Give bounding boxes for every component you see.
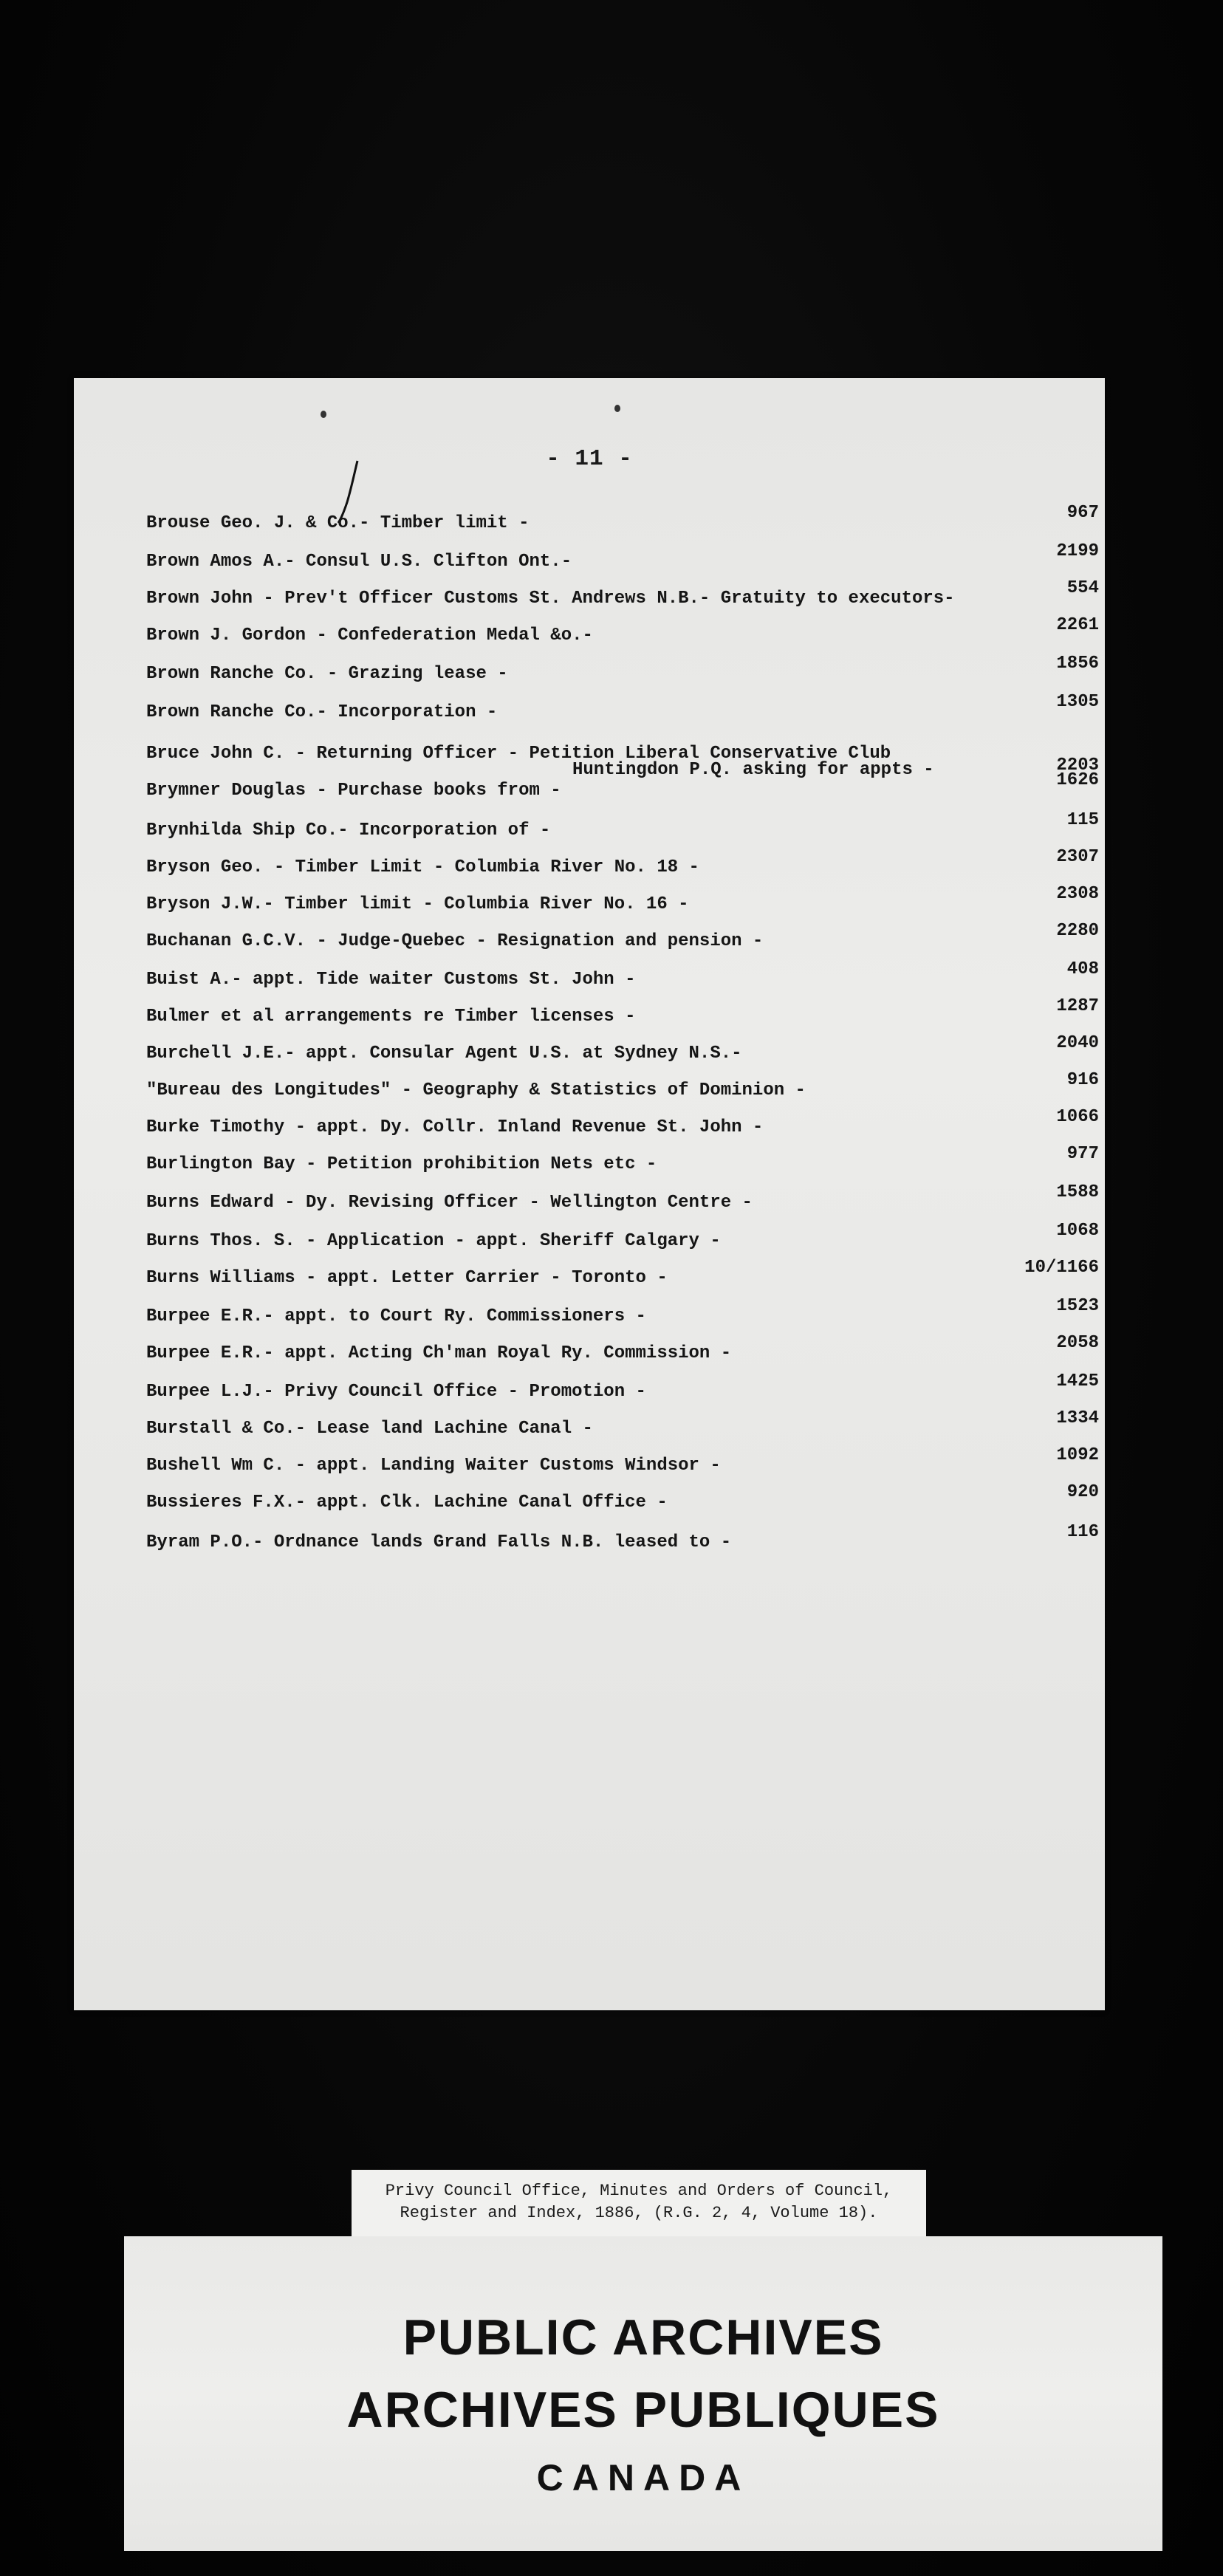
index-entry xyxy=(146,1523,1099,1560)
index-entry xyxy=(146,1334,1099,1371)
index-entry xyxy=(146,1446,1099,1483)
index-entry xyxy=(146,960,1099,997)
entry-page-reference: 2307 xyxy=(1056,847,1099,867)
entry-text: Bushell Wm C. - appt. Landing Waiter Customs Windsor - xyxy=(146,1456,721,1476)
entry-text: Burlington Bay - Petition prohibition Nets etc - xyxy=(146,1154,657,1174)
entry-page-reference: 10/1166 xyxy=(1024,1258,1099,1278)
index-entry xyxy=(146,1071,1099,1108)
entry-text: Brown J. Gordon - Confederation Medal &o.- xyxy=(146,626,593,645)
source-caption xyxy=(352,2170,926,2238)
entry-page-reference: 408 xyxy=(1066,959,1099,979)
entry-page-reference: 115 xyxy=(1066,810,1099,830)
entry-page-reference: 1626 xyxy=(1056,770,1099,790)
entry-text: Bryson Geo. - Timber Limit - Columbia River No. 18 - xyxy=(146,857,699,877)
entry-page-reference: 1068 xyxy=(1056,1221,1099,1241)
entry-text: Brown Amos A.- Consul U.S. Clifton Ont.- xyxy=(146,552,572,572)
index-page xyxy=(74,378,1105,2010)
entry-text: Buchanan G.C.V. - Judge-Quebec - Resignation and pension - xyxy=(146,931,764,951)
index-entry xyxy=(146,811,1099,848)
entry-text: "Bureau des Longitudes" - Geography & Statistics of Dominion - xyxy=(146,1080,806,1100)
entry-text: Brymner Douglas - Purchase books from - xyxy=(146,781,561,801)
entry-text: Bruce John C. - Returning Officer - Petition Liberal Conservative Club xyxy=(146,744,891,764)
index-entry xyxy=(146,1145,1099,1182)
index-entry xyxy=(146,1183,1099,1220)
entry-text: Brown Ranche Co.- Incorporation - xyxy=(146,702,498,722)
entry-page-reference: 2280 xyxy=(1056,921,1099,941)
index-entry xyxy=(146,542,1099,579)
film-speck xyxy=(614,405,620,412)
entry-page-reference: 977 xyxy=(1066,1144,1099,1164)
entry-page-reference: 916 xyxy=(1066,1070,1099,1090)
film-speck xyxy=(321,411,326,418)
entry-page-reference: 920 xyxy=(1066,1482,1099,1502)
index-entry xyxy=(146,504,1099,541)
entry-page-reference: 554 xyxy=(1066,578,1099,598)
index-entry xyxy=(146,848,1099,885)
entry-page-reference: 2199 xyxy=(1056,541,1099,561)
index-entry xyxy=(146,1372,1099,1409)
entry-page-reference: 2203 xyxy=(1056,756,1099,775)
entry-page-reference: 1092 xyxy=(1056,1445,1099,1465)
index-entry xyxy=(146,1297,1099,1334)
index-entry xyxy=(146,1483,1099,1520)
archives-stamp-card xyxy=(124,2236,1162,2551)
entry-text: Burpee E.R.- appt. Acting Ch'man Royal Ry. Commission - xyxy=(146,1343,732,1363)
page-number: - 11 - xyxy=(546,446,633,472)
entry-text: Brouse Geo. J. & Co.- Timber limit - xyxy=(146,513,530,533)
entry-text: Burns Edward - Dy. Revising Officer - Wellington Centre - xyxy=(146,1193,753,1213)
entry-text: Burke Timothy - appt. Dy. Collr. Inland Revenue St. John - xyxy=(146,1117,764,1137)
entry-page-reference: 2261 xyxy=(1056,615,1099,635)
entry-text: Brown Ranche Co. - Grazing lease - xyxy=(146,664,508,684)
index-entry xyxy=(146,1034,1099,1071)
archives-title-en: PUBLIC ARCHIVES xyxy=(402,2309,884,2366)
caption-line-1: Privy Council Office, Minutes and Orders of Council, xyxy=(385,2182,893,2200)
entry-page-reference: 1523 xyxy=(1056,1296,1099,1316)
entry-text: Burpee L.J.- Privy Council Office - Promotion - xyxy=(146,1382,646,1402)
index-entry xyxy=(146,1108,1099,1145)
entry-page-reference: 1066 xyxy=(1056,1107,1099,1127)
entry-text: Bussieres F.X.- appt. Clk. Lachine Canal Office - xyxy=(146,1493,668,1513)
entry-continuation: Huntingdon P.Q. asking for appts - xyxy=(572,760,934,780)
entry-text: Burns Williams - appt. Letter Carrier - Toronto - xyxy=(146,1268,668,1288)
entry-text: Burns Thos. S. - Application - appt. Sheriff Calgary - xyxy=(146,1231,721,1251)
entry-text: Brynhilda Ship Co.- Incorporation of - xyxy=(146,821,551,840)
entry-text: Brown John - Prev't Officer Customs St. Andrews N.B.- Gratuity to executors- xyxy=(146,589,955,609)
index-entry xyxy=(146,885,1099,922)
entry-page-reference: 116 xyxy=(1066,1522,1099,1542)
index-entry xyxy=(146,771,1099,808)
index-entry xyxy=(146,997,1099,1034)
entry-text: Buist A.- appt. Tide waiter Customs St. John - xyxy=(146,970,636,990)
entry-text: Bryson J.W.- Timber limit - Columbia River No. 16 - xyxy=(146,894,689,914)
index-entry xyxy=(146,616,1099,653)
entry-text: Byram P.O.- Ordnance lands Grand Falls N.B. leased to - xyxy=(146,1532,732,1552)
index-entry xyxy=(146,1409,1099,1446)
caption-line-2: Register and Index, 1886, (R.G. 2, 4, Volume 18). xyxy=(400,2204,878,2222)
index-entry xyxy=(146,922,1099,959)
index-entry xyxy=(146,1222,1099,1258)
entry-page-reference: 2058 xyxy=(1056,1333,1099,1353)
archives-title-fr: ARCHIVES PUBLIQUES xyxy=(346,2382,940,2438)
entry-text: Burstall & Co.- Lease land Lachine Canal - xyxy=(146,1419,593,1439)
entry-page-reference: 2308 xyxy=(1056,884,1099,904)
entry-page-reference: 1856 xyxy=(1056,654,1099,674)
archives-country: CANADA xyxy=(536,2457,750,2498)
entry-page-reference: 1334 xyxy=(1056,1408,1099,1428)
index-entry xyxy=(146,579,1099,616)
entry-page-reference: 1287 xyxy=(1056,996,1099,1016)
index-entry xyxy=(146,1258,1099,1295)
entry-page-reference: 1588 xyxy=(1056,1182,1099,1202)
entry-text: Burpee E.R.- appt. to Court Ry. Commissioners - xyxy=(146,1306,646,1326)
entry-page-reference: 1425 xyxy=(1056,1371,1099,1391)
index-entry xyxy=(146,693,1099,730)
index-entry xyxy=(146,654,1099,691)
entry-page-reference: 1305 xyxy=(1056,692,1099,712)
entry-page-reference: 967 xyxy=(1066,503,1099,523)
entry-page-reference: 2040 xyxy=(1056,1033,1099,1053)
entry-text: Bulmer et al arrangements re Timber licenses - xyxy=(146,1007,636,1027)
entry-text: Burchell J.E.- appt. Consular Agent U.S. at Sydney N.S.- xyxy=(146,1044,742,1063)
